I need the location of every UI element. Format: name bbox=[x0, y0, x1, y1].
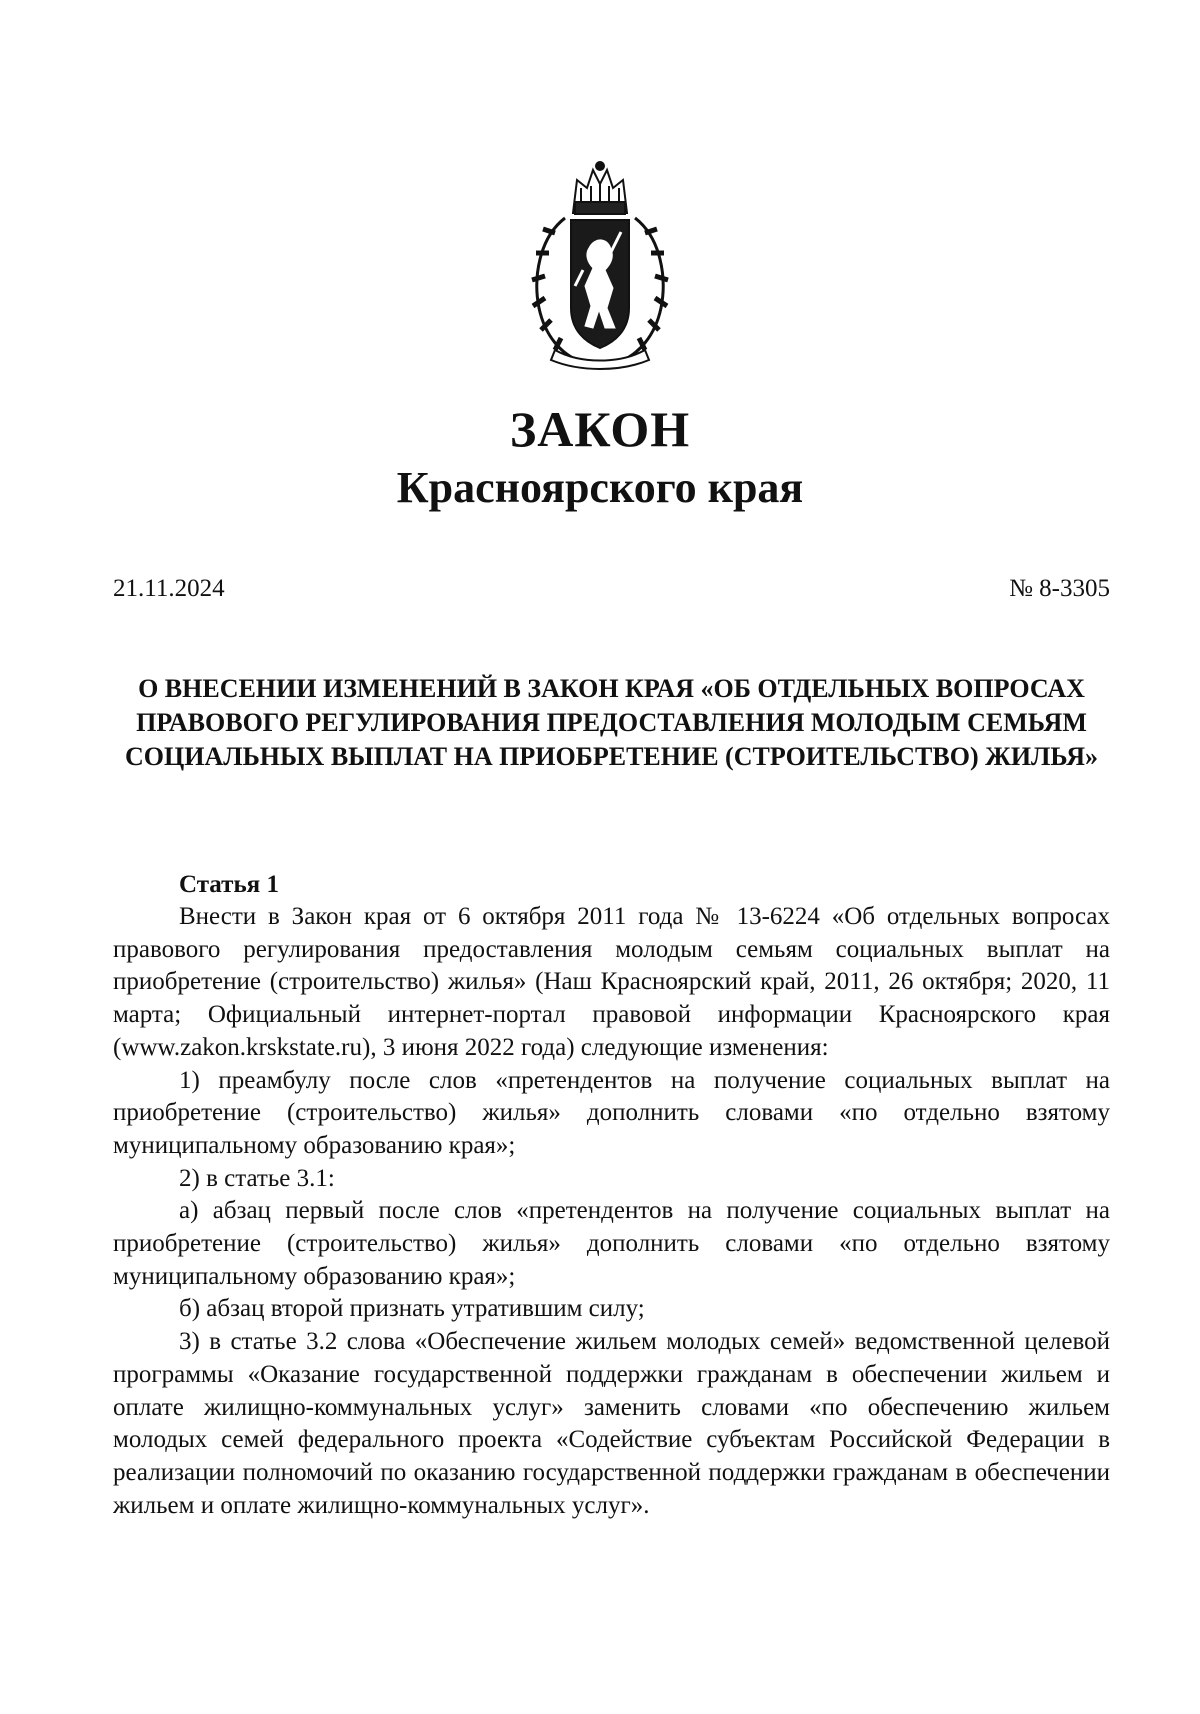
article-paragraph: б) абзац второй признать утратившим силу; bbox=[179, 1295, 645, 1323]
issuer-title: Красноярского края bbox=[396, 463, 804, 512]
document-date: 21.11.2024 bbox=[113, 575, 225, 602]
article-paragraph: 2) в статье 3.1: bbox=[179, 1164, 335, 1192]
law-heading: О ВНЕСЕНИИ ИЗМЕНЕНИЙ В ЗАКОН КРАЯ «ОБ ОТДЕЛЬНЫХ ВОПРОСАХ ПРАВОВОГО РЕГУЛИРОВАНИЯ ПРЕДОСТАВЛЕНИЯ МОЛОДЫМ СЕМЬЯМ СОЦИАЛЬНЫХ ВЫПЛАТ НА ПРИОБРЕТЕНИЕ (СТРОИТЕЛЬСТВО) ЖИЛЬЯ» bbox=[125, 674, 1098, 771]
document-type-title: ЗАКОН bbox=[509, 401, 691, 457]
article-title: Статья 1 bbox=[179, 871, 279, 898]
article-1 bbox=[113, 868, 1110, 1522]
article-paragraph: Внести в Закон края от 6 октября 2011 года № 13-6224 «Об отдельных вопросах правового регулирования предоставления молодым семьям социальных выплат на приобретение (строительство) жилья» (Наш Красноярский край, 2011, 26 октября; 2020, 11 марта; Официальный интернет-портал правовой информации Красноярского края (www.zakon.krskstate.ru), 3 июня 2022 года) следующие изменения: bbox=[113, 903, 1110, 1061]
article-paragraph: 3) в статье 3.2 слова «Обеспечение жильем молодых семей» ведомственной целевой программы «Оказание государственной поддержки гражданам в обеспечении жильем и оплате жилищно-коммунальных услуг» заменить словами «по обеспечению жильем молодых семей федерального проекта «Содействие субъектам Российской Федерации в реализации полномочий по оказанию государственной поддержки гражданам в обеспечении жильем и оплате жилищно-коммунальных услуг». bbox=[113, 1328, 1110, 1519]
krasnoyarsk-coat-of-arms-icon bbox=[525, 158, 675, 373]
document-number: № 8-3305 bbox=[1009, 575, 1110, 602]
article-paragraph: а) абзац первый после слов «претендентов на получение социальных выплат на приобретение (строительство) жилья» дополнить словами «по отдельно взятому муниципальному образованию края»; bbox=[113, 1197, 1110, 1290]
article-paragraph: 1) преамбулу после слов «претендентов на получение социальных выплат на приобретение (строительство) жилья» дополнить словами «по отдельно взятому муниципальному образованию края»; bbox=[113, 1066, 1110, 1159]
